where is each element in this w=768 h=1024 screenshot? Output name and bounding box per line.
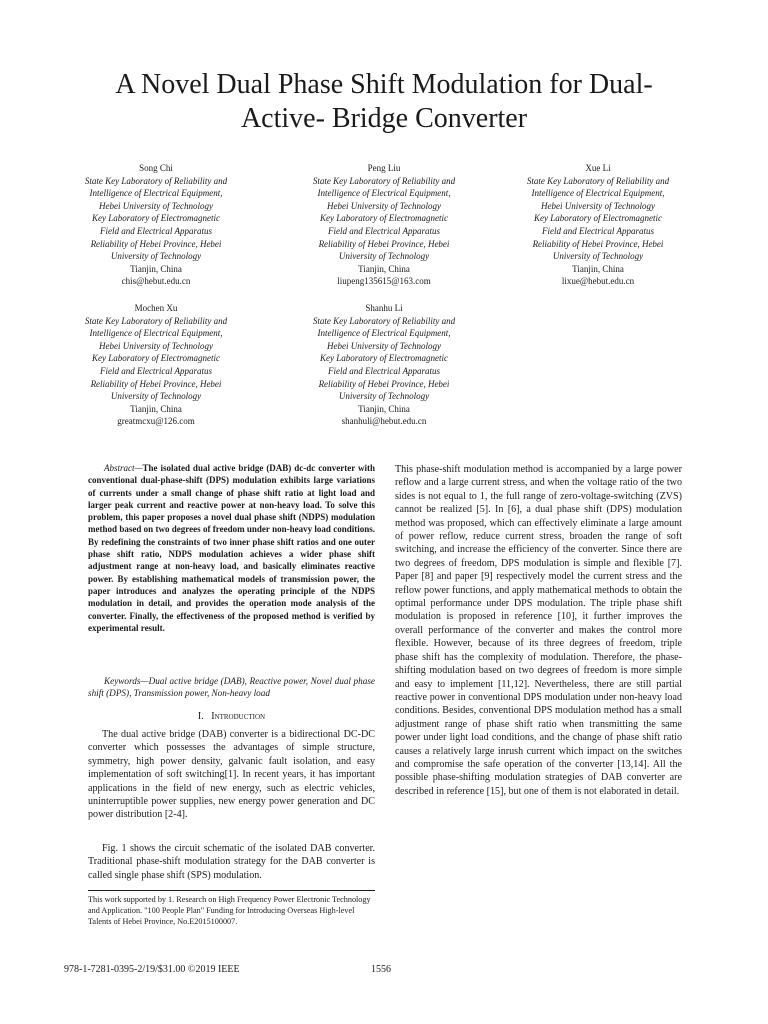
author-email: chis@hebut.edu.cn: [121, 276, 191, 287]
funding-footnote: This work supported by 1. Research on High Frequency Power Electronic Technology and Application. "100 People Plan" Funding for Introducing Overseas High-level Talents of Hebei Province, No.E2015100007.: [88, 895, 371, 926]
page-number: 1556: [371, 964, 391, 975]
footnote-divider: [88, 890, 375, 891]
affiliation-line: Reliability of Hebei Province, Hebei: [90, 378, 222, 389]
affiliation-line: Intelligence of Electrical Equipment,: [317, 188, 451, 199]
title-line-2: Active- Bridge Converter: [240, 103, 528, 134]
affiliation-line: Hebei University of Technology: [99, 200, 213, 211]
author-affiliation: [51, 175, 261, 263]
abstract: [88, 462, 375, 634]
affiliation-line: University of Technology: [338, 391, 430, 402]
author-block-1: [51, 162, 261, 288]
affiliation-line: Hebei University of Technology: [99, 340, 213, 351]
author-email: liupeng135615@163.com: [337, 276, 431, 287]
affiliation-line: Field and Electrical Apparatus: [541, 225, 655, 236]
author-city: Tianjin, China: [572, 263, 624, 274]
affiliation-line: Reliability of Hebei Province, Hebei: [532, 238, 664, 249]
affiliation-line: University of Technology: [552, 251, 644, 262]
affiliation-line: Key Laboratory of Electromagnetic: [534, 213, 662, 224]
abstract-label: Abstract—: [104, 463, 143, 473]
author-affiliation: [279, 175, 489, 263]
author-city: Tianjin, China: [358, 403, 410, 414]
affiliation-line: Field and Electrical Apparatus: [99, 225, 213, 236]
affiliation-line: State Key Laboratory of Reliability and: [84, 315, 228, 326]
section-heading: [88, 711, 375, 722]
affiliation-line: Key Laboratory of Electromagnetic: [92, 213, 220, 224]
author-block-3: [493, 162, 703, 288]
affiliation-line: Reliability of Hebei Province, Hebei: [318, 238, 450, 249]
author-affiliation: [493, 175, 703, 263]
affiliation-line: Key Laboratory of Electromagnetic: [320, 353, 448, 364]
affiliation-line: State Key Laboratory of Reliability and: [84, 175, 228, 186]
author-city: Tianjin, China: [358, 263, 410, 274]
affiliation-line: Intelligence of Electrical Equipment,: [531, 188, 665, 199]
affiliation-line: State Key Laboratory of Reliability and: [526, 175, 670, 186]
affiliation-line: State Key Laboratory of Reliability and: [312, 175, 456, 186]
affiliation-line: Reliability of Hebei Province, Hebei: [318, 378, 450, 389]
affiliation-line: University of Technology: [338, 251, 430, 262]
paragraph-intro-1: The dual active bridge (DAB) converter is a bidirectional DC-DC converter which possesses the advantages of simple structure, symmetry, high power density, galvanic fault isolation, and easy implementation of soft switching[1]. In recent years, it has important applications in the field of new energy, such as electric vehicles, uninterruptible power supplies, new energy power generation and DC power distribution [2-4].: [88, 729, 375, 821]
author-email: lixue@hebut.edu.cn: [561, 276, 635, 287]
affiliation-line: State Key Laboratory of Reliability and: [312, 315, 456, 326]
affiliation-line: Reliability of Hebei Province, Hebei: [90, 238, 222, 249]
affiliation-line: Field and Electrical Apparatus: [99, 365, 213, 376]
paragraph-right-column: This phase-shift modulation method is accompanied by a large power reflow and a large current stress, and when the voltage ratio of the two sides is not equal to 1, the full range of zero-voltage-switching (ZVS) cannot be realized [5]. In [6], a dual phase shift (DPS) modulation method was proposed, which can effectively eliminate a large amount of power reflow, reduce current stress, broaden the range of soft switching, and increase the efficiency of the converter. Since there are two degrees of freedom, DPS modulation is simple and flexible [7]. Paper [8] and paper [9] respectively model the current stress and the reflow power functions, and apply mathematical methods to obtain the optimal performance under DPS modulation. The triple phase shift modulation is proposed in reference [10], it further improves the overall performance of the converter and makes the control more flexible. However, because of its three degrees of freedom, triple phase shift has the complexity of modulation. Therefore, the phase-shifting modulation based on two degrees of freedom is more simple and easy to implement [11,12]. Nevertheless, there are still partial reactive power in conventional DPS modulation under non-heavy load conditions. Besides, conventional DPS modulation method has a small adjustment range of phase shift ratio when transmitting the same power under light load conditions, and the change of phase shift ratio causes a relatively large inrush current which impact on the switches and compromise the safe operation of the converter [13,14]. All the possible phase-shifting modulation strategies of DAB converter are described in reference [15], but one of them is not elaborated in detail.: [395, 464, 682, 797]
affiliation-line: University of Technology: [110, 251, 202, 262]
author-affiliation: [279, 315, 489, 403]
author-name: Song Chi: [139, 163, 173, 173]
author-name: Shanhu Li: [365, 303, 403, 313]
keywords: Keywords—Dual active bridge (DAB), Reactive power, Novel dual phase shift (DPS), Transmission power, Non-heavy load: [88, 676, 375, 699]
author-name: Mochen Xu: [134, 303, 178, 313]
author-block-4: [51, 302, 261, 428]
author-name: Peng Liu: [367, 163, 401, 173]
author-city: Tianjin, China: [130, 263, 182, 274]
author-email: shanhuli@hebut.edu.cn: [341, 416, 427, 427]
paragraph-intro-2: Fig. 1 shows the circuit schematic of the isolated DAB converter. Traditional phase-shift modulation strategy for the DAB converter is called single phase shift (SPS) modulation.: [88, 843, 375, 881]
author-affiliation: [51, 315, 261, 403]
affiliation-line: Key Laboratory of Electromagnetic: [320, 213, 448, 224]
affiliation-line: Key Laboratory of Electromagnetic: [92, 353, 220, 364]
author-city: Tianjin, China: [130, 403, 182, 414]
author-email: greatmcxu@126.com: [117, 416, 195, 427]
affiliation-line: Hebei University of Technology: [327, 200, 441, 211]
author-block-5: [279, 302, 489, 428]
affiliation-line: Hebei University of Technology: [327, 340, 441, 351]
abstract-text: The isolated dual active bridge (DAB) dc-dc converter with conventional dual-phase-shift (DPS) modulation exhibits large variations of currents under a small change of phase shift ratio at light load and larger peak current and reactive power at non-heavy load. To solve this problem, this paper proposes a novel dual phase shift (NDPS) modulation method based on two degrees of freedom under non-heavy load conditions. By redefining the constraints of two inner phase shift ratios and one outer phase shift ratio, NDPS modulation achieves a wider phase shift adjustment range at non-heavy load, and basically eliminates reactive power. By establishing mathematical models of transmission power, the paper introduces and analyzes the operating principle of the NDPS modulation in detail, and provides the operation mode analysis of the converter. Finally, the effectiveness of the proposed method is verified by experimental result.: [88, 463, 375, 633]
affiliation-line: University of Technology: [110, 391, 202, 402]
affiliation-line: Intelligence of Electrical Equipment,: [317, 328, 451, 339]
affiliation-line: Hebei University of Technology: [541, 200, 655, 211]
affiliation-line: Field and Electrical Apparatus: [327, 225, 441, 236]
affiliation-line: Intelligence of Electrical Equipment,: [89, 328, 223, 339]
affiliation-line: Field and Electrical Apparatus: [327, 365, 441, 376]
paper-title: [60, 68, 708, 136]
section-title: Introduction: [211, 711, 266, 722]
author-name: Xue Li: [585, 163, 611, 173]
copyright-line: 978-1-7281-0395-2/19/$31.00 ©2019 IEEE: [64, 964, 240, 975]
title-line-1: A Novel Dual Phase Shift Modulation for Dual-: [115, 69, 653, 100]
section-number: I.: [197, 711, 204, 722]
affiliation-line: Intelligence of Electrical Equipment,: [89, 188, 223, 199]
author-block-2: [279, 162, 489, 288]
